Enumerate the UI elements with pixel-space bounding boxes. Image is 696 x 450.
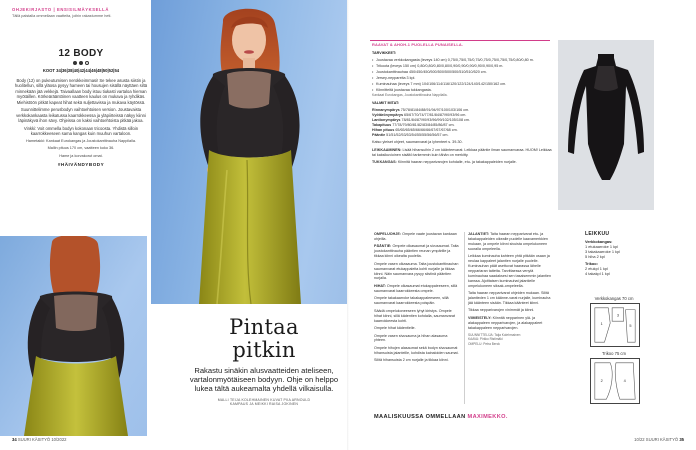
list-item: • Kuminauhaa (leveys 7 mm) 104/106/114/116/120/122/124/140/142/150/162 cm.: [372, 82, 552, 87]
measurement-value: 78/81/84/87/90/93/96/99/102/105/108 cm.: [401, 118, 470, 123]
sewing-step: Leikkaa kuminauha kahteen yhtä pitkään osaan ja neulaa kappaleet jalantien nurjalle puolelle. Kuminauhan päät asettuvat haarassa lähelle neppariaran taitetta. Tarvittaessa venytä kuminauhaa saadaksesi sen tasaisemmin jalantien kanssa. Ajoittaisen kuminauhat jalantielle ompelukoneen siksak-ompeleella.: [468, 254, 552, 288]
sewing-step: [468, 316, 554, 331]
photo-credits: [184, 398, 344, 407]
piece-number: 1: [600, 322, 603, 326]
layout-mesh-diagram: [591, 304, 639, 346]
sewing-step: Ompele vasen olkasauma. Taita joustokanttinauhan saumanvarat etukappaleita kohti nurjalle ja tikkaa kiinni. Näin saumanvara pysyy siistinä pääntien nurjalla.: [374, 261, 459, 281]
model-photo-back: [0, 236, 147, 436]
step-text: Kiinnitä nepparinen ylä- ja alakappaleen nepparivarojen, ja alakappaleet takakappaleen nepparivarojen.: [468, 315, 543, 330]
section-kicker-sub: Tällä palstalla ommellaan vaatteita, joihin rakastumme heti.: [12, 14, 112, 18]
interfacing-label: TUKKANGAS:: [372, 160, 397, 165]
general-instructions-ref: Katso yleiset ohjeet, saumanvarat ja lyhenteet s. 39-30.: [372, 140, 463, 145]
tarvikkeet-label: TARVIKKEET:: [372, 50, 397, 55]
difficulty-dot-filled: [73, 61, 77, 65]
materials-note: Hametakki: Kankaat Eurokangas ja Joustokanttinauha Nappilalla.: [26, 139, 136, 144]
banner-text: MAALISKUUSSA OMMELLAAN: [374, 414, 468, 420]
measurement-row: [372, 133, 552, 138]
step-label: PÄÄNTIE:: [374, 244, 392, 249]
folio-right: [634, 437, 684, 442]
model-photo-front: [151, 0, 347, 304]
intro-paragraph: Suunnittelimme perusbodyn vaihtoehtoisen version. Joustavaista verkkokankaasta leikatussa kaarrokkeessa ja yläpiirteissä näkyy kiinni läpinäkyvä ihon sävy. Ohjeissa on kaksi vaihtoehtoista pitkää jakoa.: [16, 107, 146, 124]
sewing-step: Tikkaa nepparivarojen vinimmät ja kiinni.: [468, 308, 535, 313]
tarvike-note: Kankaat Eurokangas, Joustokanttinauha Nappilalla.: [372, 93, 448, 98]
cutting-item: 1 etukaarroke 1 kpl: [585, 244, 619, 249]
next-issue-banner: [374, 414, 508, 420]
headline-lead: Rakastu sinäkin alusvaatteiden ateliseen, vartalonmyötäiseen bodyyn. Ohje on helppo lukea tältä aukeamalta yhdellä vilkaisulla.: [189, 366, 339, 394]
hashtag: #HÄIVÄNDYBODY: [57, 162, 105, 168]
sewing-step: Ompele hihat kädentielle.: [374, 326, 416, 331]
model-height-note: Mallin pituus 170 cm, vaatteen koko 36.: [47, 146, 115, 151]
sewing-step: [374, 244, 460, 259]
interfacing-instructions: [372, 160, 552, 165]
tip-paragraph: Vinkki: Voit ommella bodyn kokonaan tricoosta. Yhdistä silloin kaarrokkeeseen sama kangas kuin muuhun vartaloon.: [23, 126, 139, 137]
headline-title: [184, 316, 344, 362]
model-title: 12 BODY: [58, 48, 104, 59]
measurement-value: 75/78/81/84/88/91/94/97/100/103/106 cm.: [400, 108, 470, 113]
layout-label-mesh: Verkkokangas 70 cm: [594, 296, 634, 301]
sewing-step: Säädä ompelukoneeseen lyhyt kiristys. Ompele hihat kiinni, sillä kädentien kohdalla, saumanvarat kaarrokkeesta kohti.: [374, 308, 455, 323]
layout-tricot-diagram: [591, 359, 639, 403]
piece-number: 4: [623, 378, 626, 383]
bodysuit-illustration: [558, 40, 654, 210]
model-front-illustration: [151, 0, 347, 304]
cutting-item: 5 hiha 2 kpl: [585, 254, 605, 259]
page-gutter: [347, 0, 349, 450]
measurement-value: 65/67/70/74/77/81/84/87/90/93/96 cm.: [404, 113, 467, 118]
design-credits: [468, 333, 554, 346]
step-text: Ompele olkasaumat ja sivusaumat. Taita joustokanttinauha pääntien reunan ympärille ja tikkaa kiinni oikealta puolelta.: [374, 244, 459, 259]
top-rule: [370, 40, 550, 41]
difficulty-rating: [12, 61, 150, 65]
list-item: • Joustavaa verkkokangasta (leveys 140 cm) 0,75/0,75/0,75/0,75/0,75/0,75/0,75/0,75/0,80/0,80 m.: [372, 58, 552, 63]
piece-number: 2: [600, 378, 603, 383]
credit-line: KAAVA: Pirkko Ristimäki: [468, 337, 503, 342]
sewing-step: Silitä hihansuista 2 cm nurjalle ja tikkaa kiinni.: [374, 358, 449, 363]
step-text: Ompele olkasaumat etukappaleeseen, sillä saumanvarat kaarrokkeesta ompele.: [374, 283, 458, 293]
banner-accent: MAXIMEKKO.: [467, 414, 508, 420]
credits-line-2: KAMPAUS JA MEIKKI RAISA JOKINEN: [229, 402, 299, 407]
layout-label-tricot: Trikoo 75 cm: [601, 351, 627, 356]
column-heading: RAAVAT & AHOH-1 PUOLELLA PUNAISELLA.: [372, 42, 464, 47]
cutting-instructions: [372, 148, 552, 158]
difficulty-dot-empty: [85, 61, 89, 65]
finishing-instructions-column: [468, 232, 554, 346]
materials-column: [372, 43, 552, 168]
measurement-value: 51/51/52/53/53/54/55/55/56/56/57 cm.: [386, 132, 449, 137]
model-back-illustration: [0, 236, 147, 436]
credit-line: SUUNNITTELIJA: Taija Kolehmainen: [468, 333, 521, 338]
measurement-label: Pääntie: [372, 132, 386, 137]
measurement-value: 65/65/65/65/66/66/66/67/67/67/68 cm.: [395, 128, 458, 133]
headline-line-2: pitkin: [232, 338, 296, 362]
section-kicker: OHJEKIRJASTO | ENSISILMÄYKSELLÄ: [12, 7, 109, 12]
measurement-label: Rinnanympärys: [372, 108, 400, 113]
piece-number: 5: [629, 323, 632, 328]
measurement-label: Hihan pituus: [372, 128, 395, 133]
cutting-text: Lisää hihansuihin 2 cm käänteevarat. Leikkaa pääntie ilman saumanvaraa. HUOM! Leikkaa tai kaksikuvioinen sisältö tarkemmin kuin tähän on merkitty.: [372, 147, 552, 157]
cutting-label: LEIKKAAMINEN:: [372, 147, 402, 152]
size-range: KOOT 34|36|38|40|42|44|46|48|50|52|54: [42, 68, 120, 73]
difficulty-dot-filled: [79, 61, 83, 65]
sewing-step: Ompele takakaarroke takakappaleeseen, sillä saumanvarat kaarrokkeesta poispäin.: [374, 296, 449, 306]
step-label: JALANTIET:: [468, 232, 490, 236]
valmiit-mitat-label: VALMIIT MITAT:: [372, 100, 400, 105]
list-item: • Trikoota (leveys 150 cm) 0,80/0,80/0,80/0,80/0,90/0,90/0,90/0,90/0,90/0,95 m.: [372, 64, 552, 69]
accessories-note: Hame ja korvakorut omat.: [59, 153, 103, 158]
cutting-title: LEIKKUU: [585, 231, 610, 237]
cutting-item: 4 takakpl 1 kpl: [585, 271, 610, 276]
cutting-item: 2 etukpl 1 kpl: [585, 266, 608, 271]
tarvikkeet-list: [372, 58, 552, 92]
cutting-layout-tricot: [590, 358, 640, 404]
folio-left: [12, 437, 67, 442]
interfacing-text: Kiinnitä haaran nepparivarojen kohdalle, etu- ja takakappaleiden nurjalle.: [397, 160, 517, 165]
sewing-step: Taita haaran nepparivarat ohjeiden mukaan. Silitä jalantieden 1 cm käänne-varat nurjalle, kuminauha jää käänteen sisään. Tikkaa käänteet kiinni.: [468, 291, 551, 305]
sewing-step: [468, 232, 554, 252]
credit-line: OMPELU: Petra Berck: [468, 341, 500, 346]
list-item: • Kiinnitteitä joustavaa tukkangasta.: [372, 88, 552, 93]
sewing-step: [374, 232, 460, 242]
list-item: • Jersey-neppareita 3 kpl.: [372, 76, 552, 81]
step-text: Ompele vaate joustavan kankaan ohjeilla.: [374, 232, 457, 241]
intro-paragraph: Body (12) on pukeutumisen nerokkeimmasi! Se tekee asusta siistin ja huolitellun, sillä yläosa pysyy hameen tai housujen sisällä näyttäen siltä minnekään jää vekkejä. Taivaallaan body istuu tiukasti vartaloa hieman myötäillen. Körkeärääntöinen vaatteen kaulus on mukava ja ryhdikäs. Miehistöön pitkät kapeat hihat sekä suljettavissa ja mukava käytössä.: [14, 78, 148, 105]
credits-line-1: MALLI TEIJA KOLEHMAINEN KUVAT PIIA ARNOULD: [217, 397, 311, 402]
cutting-layout-mesh: [590, 303, 640, 347]
sewing-step: [374, 284, 460, 294]
list-item: • Joustokanttinauhaa 450/450/450/500/500/500/500/510/510/520 cm.: [372, 70, 552, 75]
model-intro: [12, 48, 150, 167]
measurement-value: 77/78/79/80/81/82/83/84/85/86/87 cm.: [392, 123, 455, 128]
measurement-label: Lantionympärys: [372, 118, 401, 123]
cutting-guide: [585, 232, 685, 276]
step-label: HIHAT:: [374, 283, 386, 288]
cutting-group-label: Verkkokangas:: [585, 239, 613, 244]
page-number-left: 34: [12, 437, 17, 442]
step-text: Taita haaran nepparivarat etu- ja takakappaleiden oikealle puolelle kaavamerkkien mukaan, ja ompele kiinni sivuista ompelukoneen suoralla ompeleella.: [468, 232, 548, 251]
sewing-step: Ompele hihojen alasaumat sekä bodyn sivusaumat hihansuista jalanteille, kohdista kainaloiden saumat.: [374, 345, 459, 355]
article-headline: [184, 316, 344, 407]
cutting-group-label: Trikoo:: [585, 261, 598, 266]
measurement-label: Takapituus: [372, 123, 392, 128]
step-label: OMPELUOHJE:: [374, 232, 402, 236]
sewing-instructions-column: [374, 232, 460, 366]
magazine-name-left: SUURI KÄSITYÖ 10/2022: [17, 437, 67, 442]
page-number-right: 35: [679, 437, 684, 442]
column-divider: [464, 232, 465, 404]
cutting-item: 3 takakaarroke 1 kpl: [585, 249, 621, 254]
bodysuit-product-photo: [558, 40, 654, 210]
measurement-label: Vyötärönympärys: [372, 113, 404, 118]
step-label: VIIMEISTELY:: [468, 315, 492, 320]
magazine-name-right: 10/22 SUURI KÄSITYÖ: [634, 437, 679, 442]
sewing-step: Ompele vasen sivusauma ja hihan alasauma yhteen.: [374, 333, 448, 343]
headline-line-1: Pintaa: [229, 315, 299, 339]
piece-number: 3: [616, 313, 620, 318]
